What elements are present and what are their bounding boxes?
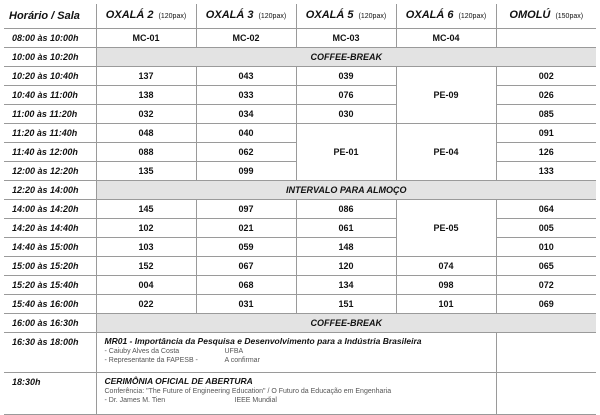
- table-row: [4, 238, 596, 257]
- time-slot: 08:00 às 10:00h: [4, 29, 96, 48]
- session-cell: 026: [496, 86, 596, 105]
- session-cell: 069: [496, 295, 596, 314]
- session-cell: 133: [496, 162, 596, 181]
- time-slot: 15:00 às 15:20h: [4, 257, 96, 276]
- panelist-line: [105, 356, 496, 365]
- header-room-oxala5: [296, 4, 396, 29]
- poster-session-pe04: PE-04: [396, 124, 496, 181]
- session-cell: 086: [296, 200, 396, 219]
- poster-session-pe05: PE-05: [396, 200, 496, 257]
- panelist-name: - Caiuby Alves da Costa: [104, 348, 180, 355]
- table-row: [4, 67, 596, 86]
- header-time-label: Horário / Sala: [4, 4, 96, 29]
- session-cell: 048: [96, 124, 196, 143]
- session-cell: 039: [296, 67, 396, 86]
- opening-row: [4, 373, 596, 415]
- session-cell: 135: [96, 162, 196, 181]
- conference-line: Conferência: "The Future of Engineering Education" / O Futuro da Educação em Engenharia: [104, 388, 392, 395]
- header-room-omolu: [496, 4, 596, 29]
- table-row: [4, 295, 596, 314]
- time-slot: 10:00 às 10:20h: [4, 48, 96, 67]
- session-cell: 065: [496, 257, 596, 276]
- session-cell: 097: [196, 200, 296, 219]
- session-cell: 034: [196, 105, 296, 124]
- session-cell: MC-04: [396, 29, 496, 48]
- session-cell: 067: [196, 257, 296, 276]
- session-cell: 010: [496, 238, 596, 257]
- time-slot: 18:30h: [4, 373, 96, 415]
- table-row: [4, 200, 596, 219]
- room-name: OXALÁ 2: [105, 9, 154, 21]
- header-row: [4, 4, 596, 29]
- header-room-oxala3: [196, 4, 296, 29]
- time-slot: 14:20 às 14:40h: [4, 219, 96, 238]
- time-slot: 15:20 às 15:40h: [4, 276, 96, 295]
- session-cell: MC-01: [96, 29, 196, 48]
- coffee-break-band: COFFEE-BREAK: [96, 48, 596, 67]
- panelist-org: UFBA: [224, 348, 244, 355]
- room-capacity: (120pax): [458, 13, 487, 20]
- poster-session-pe09: PE-09: [396, 67, 496, 124]
- header-room-oxala2: [96, 4, 196, 29]
- room-name: OXALÁ 6: [405, 9, 454, 21]
- lunch-break-band: INTERVALO PARA ALMOÇO: [96, 181, 596, 200]
- time-slot: 10:40 às 11:00h: [4, 86, 96, 105]
- session-cell: 085: [496, 105, 596, 124]
- session-cell: 145: [96, 200, 196, 219]
- session-cell: 151: [296, 295, 396, 314]
- session-cell: 002: [496, 67, 596, 86]
- time-slot: 12:00 às 12:20h: [4, 162, 96, 181]
- band-row: [4, 181, 596, 200]
- session-cell: 033: [196, 86, 296, 105]
- panelist-org: A confirmar: [224, 357, 260, 364]
- session-cell: 137: [96, 67, 196, 86]
- room-name: OXALÁ 5: [305, 9, 354, 21]
- opening-info: [96, 373, 496, 415]
- opening-title: CERIMÔNIA OFICIAL DE ABERTURA: [104, 376, 253, 386]
- table-row: [4, 124, 596, 143]
- speaker-org: IEEE Mundial: [234, 397, 277, 404]
- session-cell: MC-02: [196, 29, 296, 48]
- room-name: OMOLÚ: [509, 9, 551, 21]
- coffee-break-band: COFFEE-BREAK: [96, 314, 596, 333]
- session-cell: 101: [396, 295, 496, 314]
- time-slot: 11:20 às 11:40h: [4, 124, 96, 143]
- room-capacity: (120pax): [258, 13, 287, 20]
- session-cell: 120: [296, 257, 396, 276]
- time-slot: 14:00 às 14:20h: [4, 200, 96, 219]
- header-room-oxala6: [396, 4, 496, 29]
- room-capacity: (120pax): [158, 13, 187, 20]
- room-name: OXALÁ 3: [205, 9, 254, 21]
- session-cell: 061: [296, 219, 396, 238]
- speaker-name: - Dr. James M. Tien: [104, 397, 166, 404]
- panelist-line: [105, 347, 496, 356]
- session-cell: 005: [496, 219, 596, 238]
- session-cell: 022: [96, 295, 196, 314]
- poster-session-pe01: PE-01: [296, 124, 396, 181]
- table-row: [4, 257, 596, 276]
- session-cell: 091: [496, 124, 596, 143]
- session-cell: 030: [296, 105, 396, 124]
- table-row: [4, 29, 596, 48]
- session-cell: 103: [96, 238, 196, 257]
- session-cell: [496, 29, 596, 48]
- session-cell: 148: [296, 238, 396, 257]
- session-cell: 031: [196, 295, 296, 314]
- time-slot: 16:00 às 16:30h: [4, 314, 96, 333]
- session-cell: 064: [496, 200, 596, 219]
- time-slot: 14:40 às 15:00h: [4, 238, 96, 257]
- panelist-name: - Representante da FAPESB -: [104, 357, 198, 364]
- session-cell: 040: [196, 124, 296, 143]
- session-cell: MC-03: [296, 29, 396, 48]
- session-cell: 074: [396, 257, 496, 276]
- table-row: [4, 219, 596, 238]
- table-row: [4, 105, 596, 124]
- session-cell: 032: [96, 105, 196, 124]
- session-cell: 099: [196, 162, 296, 181]
- session-cell: 021: [196, 219, 296, 238]
- time-slot: 12:20 às 14:00h: [4, 181, 96, 200]
- time-slot: 15:40 às 16:00h: [4, 295, 96, 314]
- room-capacity: (150pax): [555, 13, 584, 20]
- empty-cell: [496, 373, 596, 415]
- empty-cell: [496, 333, 596, 373]
- band-row: [4, 314, 596, 333]
- schedule-table: [4, 4, 596, 415]
- roundtable-info: [96, 333, 496, 373]
- session-cell: 134: [296, 276, 396, 295]
- time-slot: 16:30 às 18:00h: [4, 333, 96, 373]
- session-cell: 004: [96, 276, 196, 295]
- table-row: [4, 276, 596, 295]
- speaker-line: [105, 396, 496, 405]
- session-cell: 076: [296, 86, 396, 105]
- session-cell: 068: [196, 276, 296, 295]
- band-row: [4, 48, 596, 67]
- session-cell: 043: [196, 67, 296, 86]
- session-cell: 088: [96, 143, 196, 162]
- session-cell: 059: [196, 238, 296, 257]
- session-cell: 126: [496, 143, 596, 162]
- session-cell: 062: [196, 143, 296, 162]
- session-cell: 138: [96, 86, 196, 105]
- session-cell: 102: [96, 219, 196, 238]
- time-slot: 10:20 às 10:40h: [4, 67, 96, 86]
- session-cell: 152: [96, 257, 196, 276]
- session-cell: 072: [496, 276, 596, 295]
- roundtable-row: [4, 333, 596, 373]
- roundtable-title: MR01 - Importância da Pesquisa e Desenvolvimento para a Indústria Brasileira: [104, 336, 422, 346]
- time-slot: 11:40 às 12:00h: [4, 143, 96, 162]
- table-row: [4, 86, 596, 105]
- time-slot: 11:00 às 11:20h: [4, 105, 96, 124]
- session-cell: 098: [396, 276, 496, 295]
- room-capacity: (120pax): [358, 13, 387, 20]
